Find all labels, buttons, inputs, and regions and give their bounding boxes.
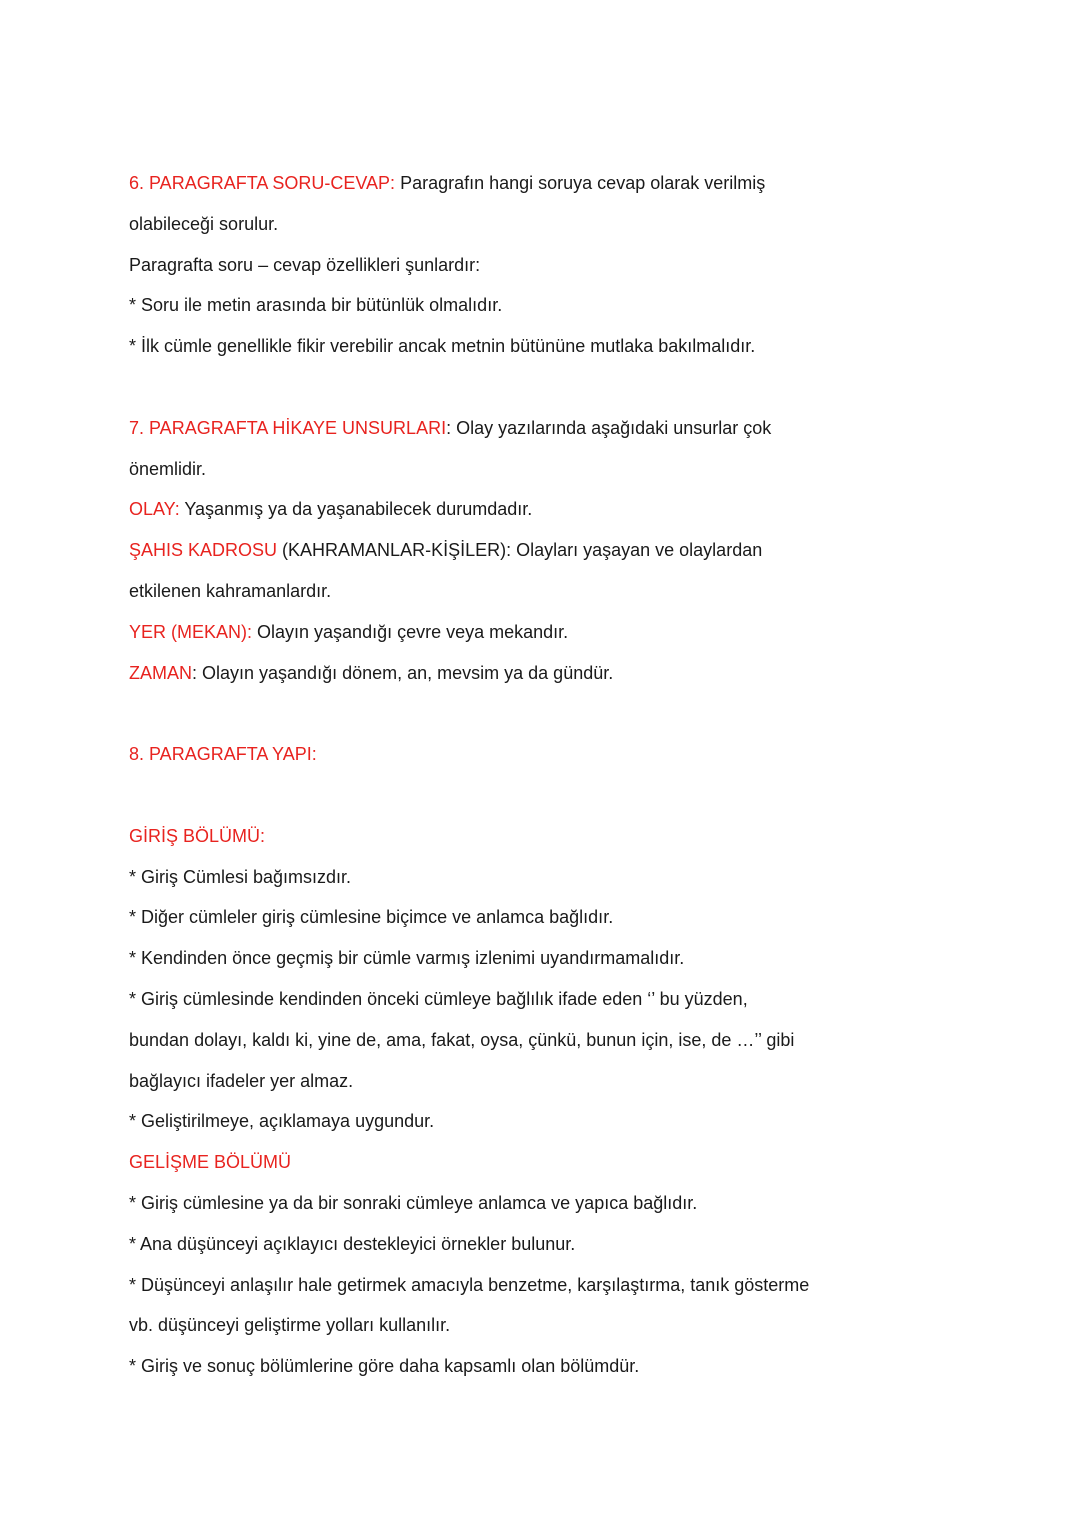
- yer-line: [129, 612, 1009, 653]
- section-7-title: 7. PARAGRAFTA HİKAYE UNSURLARI: [129, 417, 447, 438]
- spacer: [129, 693, 1009, 734]
- giris-line: * Geliştirilmeye, açıklamaya uygundur.: [129, 1111, 435, 1132]
- giris-line: * Diğer cümleler giriş cümlesine biçimce ve anlamca bağlıdır.: [129, 907, 614, 928]
- section-8-title: 8. PARAGRAFTA YAPI:: [129, 744, 317, 765]
- giris-line: * Giriş Cümlesi bağımsızdır.: [129, 866, 352, 887]
- section-6-title-line: [129, 163, 1009, 204]
- zaman-line: [129, 653, 1009, 694]
- section-6-features-lead: Paragrafta soru – cevap özellikleri şunlardır:: [129, 254, 481, 275]
- spacer: [129, 775, 1009, 816]
- olay-label: OLAY:: [129, 499, 180, 520]
- document-page: [129, 163, 1009, 1387]
- yer-text: Olayın yaşandığı çevre veya mekandır.: [252, 621, 569, 642]
- giris-line: bundan dolayı, kaldı ki, yine de, ama, fakat, oysa, çünkü, bunun için, ise, de …’’ gibi: [129, 1029, 795, 1050]
- section-7-intro-cont: önemlidir.: [129, 458, 207, 479]
- section-6-intro-cont: olabileceği sorulur.: [129, 213, 279, 234]
- olay-text: Yaşanmış ya da yaşanabilecek durumdadır.: [179, 499, 533, 520]
- giris-line: bağlayıcı ifadeler yer almaz.: [129, 1070, 354, 1091]
- section-6-title: 6. PARAGRAFTA SORU-CEVAP:: [129, 173, 396, 193]
- section-7-title-line: [129, 408, 1009, 449]
- sahis-line: [129, 530, 1009, 571]
- giris-heading: GİRİŞ BÖLÜMÜ:: [129, 825, 266, 846]
- olay-line: [129, 489, 1009, 530]
- gelisme-line: * Düşünceyi anlaşılır hale getirmek amacıyla benzetme, karşılaştırma, tanık gösterme: [129, 1274, 810, 1295]
- gelisme-line: * Giriş cümlesine ya da bir sonraki cümleye anlamca ve yapıca bağlıdır.: [129, 1192, 698, 1213]
- spacer: [129, 367, 1009, 408]
- sahis-text: (KAHRAMANLAR-KİŞİLER): Olayları yaşayan ve olaylardan: [277, 540, 763, 561]
- gelisme-line: * Ana düşünceyi açıklayıcı destekleyici örnekler bulunur.: [129, 1233, 576, 1254]
- gelisme-heading: GELİŞME BÖLÜMÜ: [129, 1152, 292, 1173]
- gelisme-line: * Giriş ve sonuç bölümlerine göre daha kapsamlı olan bölümdür.: [129, 1356, 640, 1377]
- zaman-label: ZAMAN: [129, 662, 192, 683]
- zaman-text: : Olayın yaşandığı dönem, an, mevsim ya da gündür.: [192, 662, 614, 683]
- yer-label: YER (MEKAN):: [129, 621, 253, 642]
- giris-line: * Kendinden önce geçmiş bir cümle varmış izlenimi uyandırmamalıdır.: [129, 948, 685, 969]
- section-7-intro: : Olay yazılarında aşağıdaki unsurlar çok: [446, 417, 772, 438]
- sahis-label: ŞAHIS KADROSU: [129, 540, 278, 561]
- sahis-text-cont: etkilenen kahramanlardır.: [129, 580, 332, 601]
- section-6-bullet: * İlk cümle genellikle fikir verebilir ancak metnin bütününe mutlaka bakılmalıdır.: [129, 336, 756, 357]
- gelisme-line: vb. düşünceyi geliştirme yolları kullanılır.: [129, 1315, 451, 1336]
- giris-line: * Giriş cümlesinde kendinden önceki cümleye bağlılık ifade eden ‘’ bu yüzden,: [129, 988, 748, 1009]
- section-6-intro: Paragrafın hangi soruya cevap olarak verilmiş: [395, 173, 766, 193]
- section-6-bullet: * Soru ile metin arasında bir bütünlük olmalıdır.: [129, 295, 503, 316]
